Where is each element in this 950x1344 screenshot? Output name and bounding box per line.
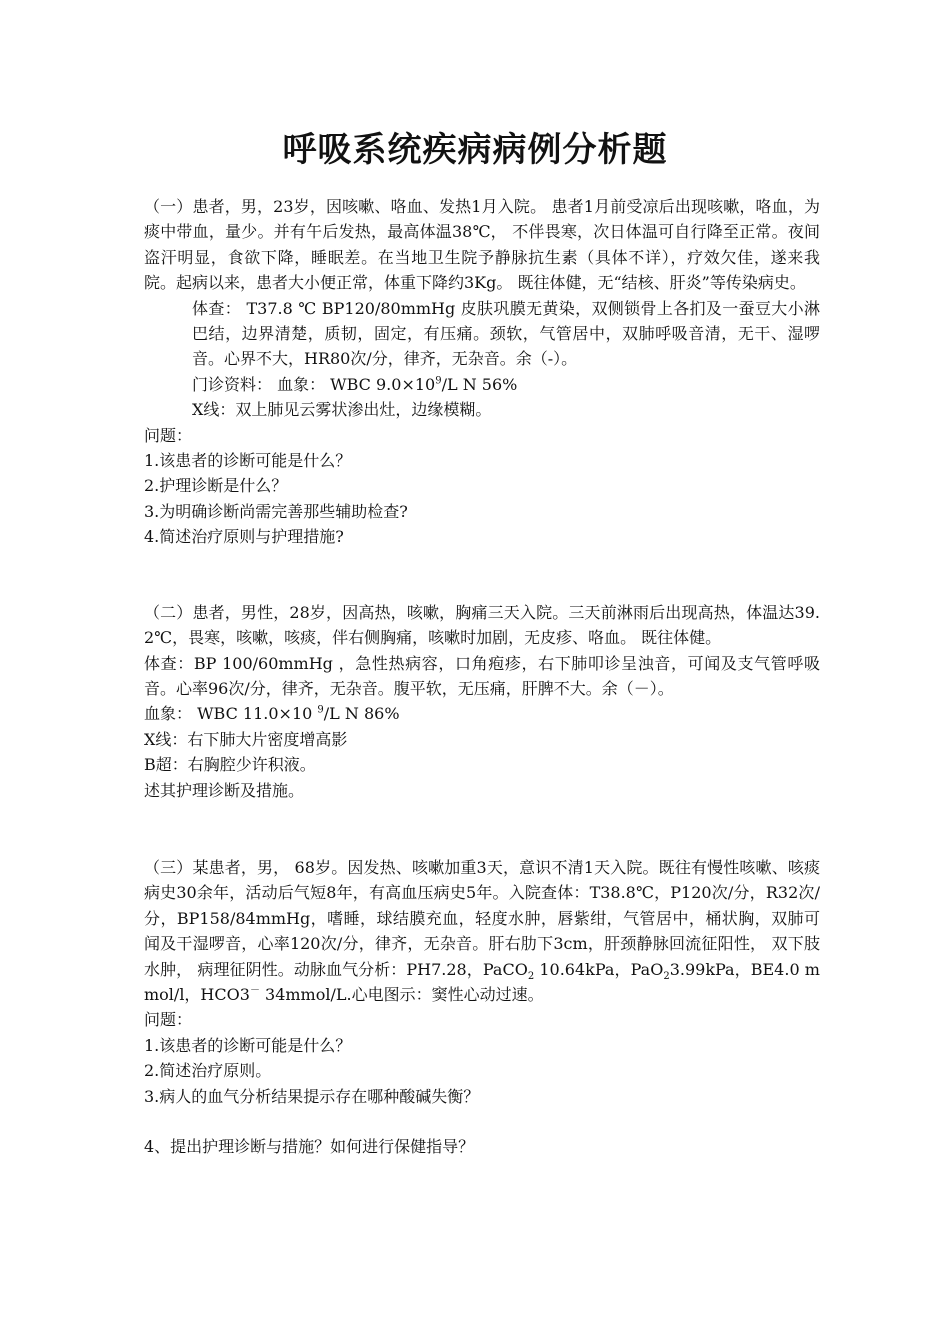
- case-3: [144, 855, 820, 1159]
- case-3-superscript: －: [249, 985, 260, 997]
- case-2-lab-exponent: 9: [317, 704, 324, 716]
- case-1-exam: 体查： T37.8 ℃ BP120/80mmHg 皮肤巩膜无黄染，双侧锁骨上各扪及一蚕豆大小淋巴结，边界清楚，质韧，固定，有压痛。颈软，气管居中，双肺呼吸音清，无干、湿啰音。心界不大，HR80次/分，律齐，无杂音。余（-）。: [192, 298, 820, 369]
- case-3-intro-text: （三）某患者，男， 68岁。因发热、咳嗽加重3天，意识不清1天入院。既往有慢性咳嗽、咳痰病史30余年，活动后气短8年，有高血压病史5年。入院查体：T38.8℃，P120次/分，R32次/分，BP158/84mmHg，嗜睡，球结膜充血，轻度水肿，唇紫绀，气管居中，桶状胸，双肺可闻及干湿啰音，心率120次/分，律齐，无杂音。肝右肋下3cm，肝颈静脉回流征阳性， 双下肢水肿， 病理征阴性。动脉血气分析：PH7.28，PaCO: [144, 857, 820, 979]
- case-2-xray: X线：右下肺大片密度增高影: [144, 729, 348, 749]
- case-3-subscript: 2: [527, 970, 535, 982]
- case-1-questions-label: 问题：: [144, 425, 193, 445]
- case-1-question: 4.简述治疗原则与护理措施?: [144, 527, 344, 547]
- case-2-intro: （二）患者，男性，28岁，因高热，咳嗽，胸痛三天入院。三天前淋雨后出现高热，体温达39.2℃，畏寒，咳嗽，咳痰，伴右侧胸痛，咳嗽时加剧，无皮疹、咯血。 既往体健。: [144, 602, 820, 648]
- case-3-questions-label: 问题：: [144, 1010, 193, 1030]
- case-2-lab-text: 血象： WBC 11.0×10: [144, 704, 318, 724]
- document-body: [144, 194, 820, 1159]
- case-3-question: 2.简述治疗原则。: [144, 1061, 272, 1081]
- case-2-lab-unit: /L N 86%: [323, 704, 400, 724]
- case-1: [144, 194, 820, 550]
- section-spacer: [144, 803, 820, 855]
- case-3-intro-text: 10.64kPa，PaO: [534, 959, 664, 979]
- case-1-intro: （一）患者，男，23岁，因咳嗽、咯血、发热1月入院。 患者1月前受凉后出现咳嗽，咯血，为痰中带血，量少。并有午后发热，最高体温38℃， 不伴畏寒，次日体温可自行降至正常。夜间盗汗明显，食欲下降，睡眠差。在当地卫生院予静脉抗生素（具体不详），疗效欠佳，遂来我院。起病以来，患者大小便正常，体重下降约3Kg。 既往体健，无“结核、肝炎”等传染病史。: [144, 197, 820, 293]
- case-1-question: 1.该患者的诊断可能是什么？: [144, 451, 352, 471]
- case-1-xray: X线：双上肺见云雾状渗出灶，边缘模糊。: [192, 400, 492, 420]
- case-2-lab: [144, 701, 820, 726]
- case-1-lab-unit: /L N 56%: [441, 374, 518, 394]
- case-3-question: 3.病人的血气分析结果提示存在哪种酸碱失衡？: [144, 1086, 480, 1106]
- case-3-intro-text: 34mmol/L.心电图示：窦性心动过速。: [259, 984, 544, 1004]
- case-1-lab-exponent: 9: [435, 375, 442, 387]
- case-1-lab-text: 门诊资料： 血象： WBC 9.0×10: [192, 374, 436, 394]
- case-3-intro-text: 3.99kPa，BE4.0 mmol/l，HCO3: [144, 959, 820, 1004]
- page-title: 呼吸系统疾病病例分析题: [282, 130, 668, 170]
- case-2: [144, 600, 820, 803]
- case-2-task: 述其护理诊断及措施。: [144, 780, 305, 800]
- section-spacer: [144, 550, 820, 600]
- case-3-question: 4、提出护理诊断与措施？如何进行保健指导？: [144, 1137, 475, 1156]
- case-1-question: 3.为明确诊断尚需完善那些辅助检查?: [144, 501, 408, 521]
- case-3-question: 1.该患者的诊断可能是什么？: [144, 1035, 352, 1055]
- case-2-ultrasound: B超：右胸腔少许积液。: [144, 755, 316, 775]
- case-1-lab: [144, 372, 820, 397]
- case-3-intro: [144, 855, 820, 1007]
- case-1-question: 2.护理诊断是什么？: [144, 476, 288, 496]
- case-3-subscript: 2: [663, 970, 670, 982]
- question-spacer: [144, 1109, 820, 1134]
- case-2-exam: 体查：BP 100/60mmHg ，急性热病容，口角疱疹，右下肺叩诊呈浊音，可闻及支气管呼吸音。心率96次/分，律齐，无杂音。腹平软，无压痛，肝脾不大。余（－）。: [144, 653, 820, 698]
